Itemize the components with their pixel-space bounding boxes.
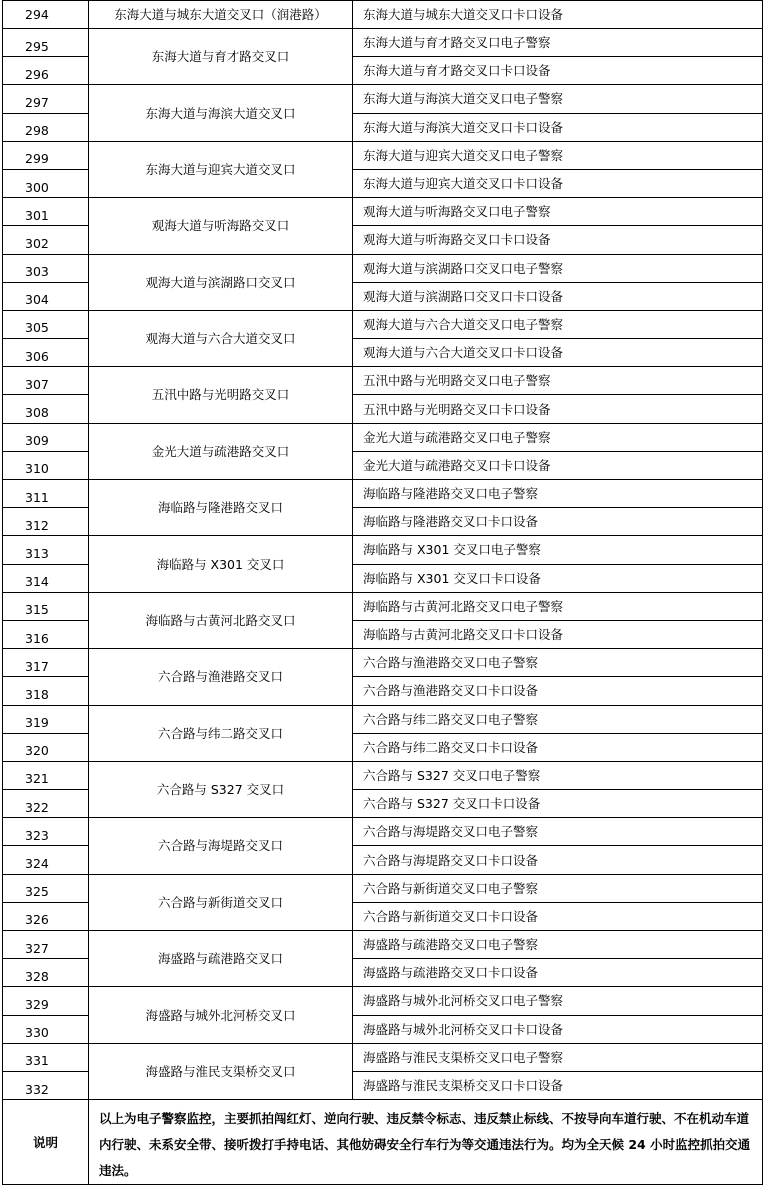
row-number: 308 (3, 395, 89, 423)
device-name: 六合路与新街道交叉口电子警察 (353, 874, 763, 902)
row-number: 314 (3, 564, 89, 592)
device-name: 观海大道与听海路交叉口电子警察 (353, 198, 763, 226)
device-name: 六合路与 S327 交叉口电子警察 (353, 761, 763, 789)
device-name: 观海大道与听海路交叉口卡口设备 (353, 226, 763, 254)
table-row (3, 310, 763, 338)
device-name: 东海大道与育才路交叉口卡口设备 (353, 57, 763, 85)
table-row (3, 649, 763, 677)
row-number: 294 (3, 1, 89, 29)
row-number: 330 (3, 1015, 89, 1043)
device-name: 六合路与新街道交叉口卡口设备 (353, 902, 763, 930)
device-name: 海临路与古黄河北路交叉口卡口设备 (353, 620, 763, 648)
device-name: 东海大道与城东大道交叉口卡口设备 (353, 1, 763, 29)
device-name: 海临路与 X301 交叉口卡口设备 (353, 564, 763, 592)
table-row (3, 85, 763, 113)
row-number: 312 (3, 508, 89, 536)
device-name: 金光大道与疏港路交叉口卡口设备 (353, 451, 763, 479)
table-row (3, 367, 763, 395)
device-name: 海盛路与疏港路交叉口卡口设备 (353, 959, 763, 987)
device-name: 金光大道与疏港路交叉口电子警察 (353, 423, 763, 451)
row-number: 302 (3, 226, 89, 254)
device-name: 六合路与渔港路交叉口卡口设备 (353, 677, 763, 705)
row-number: 315 (3, 592, 89, 620)
device-name: 六合路与渔港路交叉口电子警察 (353, 649, 763, 677)
intersection-name: 六合路与纬二路交叉口 (89, 705, 353, 761)
device-name: 东海大道与迎宾大道交叉口电子警察 (353, 141, 763, 169)
row-number: 320 (3, 733, 89, 761)
table-row (3, 818, 763, 846)
note-label: 说明 (3, 1100, 89, 1185)
table-row (3, 254, 763, 282)
device-name: 海临路与古黄河北路交叉口电子警察 (353, 592, 763, 620)
row-number: 298 (3, 113, 89, 141)
device-name: 海盛路与城外北河桥交叉口卡口设备 (353, 1015, 763, 1043)
device-name: 六合路与纬二路交叉口电子警察 (353, 705, 763, 733)
intersection-name: 观海大道与听海路交叉口 (89, 198, 353, 254)
intersection-name: 海盛路与淮民支渠桥交叉口 (89, 1043, 353, 1099)
row-number: 311 (3, 480, 89, 508)
table-body (3, 1, 763, 1185)
intersection-name: 观海大道与六合大道交叉口 (89, 310, 353, 366)
row-number: 319 (3, 705, 89, 733)
intersection-name: 海盛路与城外北河桥交叉口 (89, 987, 353, 1043)
table-row (3, 931, 763, 959)
intersection-name: 五汛中路与光明路交叉口 (89, 367, 353, 423)
table-row (3, 536, 763, 564)
device-name: 六合路与海堤路交叉口电子警察 (353, 818, 763, 846)
row-number: 328 (3, 959, 89, 987)
device-name: 海盛路与淮民支渠桥交叉口电子警察 (353, 1043, 763, 1071)
note-text: 以上为电子警察监控，主要抓拍闯红灯、逆向行驶、违反禁令标志、违反禁止标线、不按导向车道行驶、不在机动车道内行驶、未系安全带、接听拨打手持电话、其他妨碍安全行车行为等交通违法行为。均为全天候 24 小时监控抓拍交通违法。 (89, 1100, 763, 1185)
intersection-name: 海临路与隆港路交叉口 (89, 480, 353, 536)
row-number: 310 (3, 451, 89, 479)
table-row (3, 141, 763, 169)
row-number: 317 (3, 649, 89, 677)
row-number: 326 (3, 902, 89, 930)
device-name: 六合路与纬二路交叉口卡口设备 (353, 733, 763, 761)
device-name: 观海大道与六合大道交叉口电子警察 (353, 310, 763, 338)
row-number: 300 (3, 169, 89, 197)
row-number: 329 (3, 987, 89, 1015)
intersection-name: 东海大道与海滨大道交叉口 (89, 85, 353, 141)
device-name: 东海大道与海滨大道交叉口电子警察 (353, 85, 763, 113)
row-number: 316 (3, 620, 89, 648)
row-number: 299 (3, 141, 89, 169)
row-number: 324 (3, 846, 89, 874)
table-row (3, 29, 763, 57)
device-name: 东海大道与迎宾大道交叉口卡口设备 (353, 169, 763, 197)
row-number: 303 (3, 254, 89, 282)
row-number: 332 (3, 1071, 89, 1099)
device-name: 观海大道与滨湖路口交叉口卡口设备 (353, 282, 763, 310)
row-number: 318 (3, 677, 89, 705)
intersection-name: 海临路与 X301 交叉口 (89, 536, 353, 592)
intersection-name: 六合路与渔港路交叉口 (89, 649, 353, 705)
intersection-name: 东海大道与迎宾大道交叉口 (89, 141, 353, 197)
table-row (3, 705, 763, 733)
row-number: 295 (3, 29, 89, 57)
intersection-name: 金光大道与疏港路交叉口 (89, 423, 353, 479)
intersection-name: 六合路与海堤路交叉口 (89, 818, 353, 874)
intersection-name: 海盛路与疏港路交叉口 (89, 931, 353, 987)
device-name: 六合路与 S327 交叉口卡口设备 (353, 790, 763, 818)
note-row (3, 1100, 763, 1185)
table-row (3, 1, 763, 29)
device-name: 东海大道与海滨大道交叉口卡口设备 (353, 113, 763, 141)
table-row (3, 480, 763, 508)
table-row (3, 423, 763, 451)
row-number: 297 (3, 85, 89, 113)
table-row (3, 592, 763, 620)
row-number: 301 (3, 198, 89, 226)
row-number: 322 (3, 790, 89, 818)
intersection-name: 六合路与 S327 交叉口 (89, 761, 353, 817)
row-number: 307 (3, 367, 89, 395)
device-name: 五汛中路与光明路交叉口卡口设备 (353, 395, 763, 423)
row-number: 309 (3, 423, 89, 451)
device-name: 海盛路与城外北河桥交叉口电子警察 (353, 987, 763, 1015)
row-number: 325 (3, 874, 89, 902)
device-name: 海临路与隆港路交叉口电子警察 (353, 480, 763, 508)
row-number: 323 (3, 818, 89, 846)
row-number: 321 (3, 761, 89, 789)
device-name: 观海大道与六合大道交叉口卡口设备 (353, 339, 763, 367)
intersection-name: 六合路与新街道交叉口 (89, 874, 353, 930)
table-row (3, 761, 763, 789)
device-name: 五汛中路与光明路交叉口电子警察 (353, 367, 763, 395)
intersection-name: 海临路与古黄河北路交叉口 (89, 592, 353, 648)
device-name: 东海大道与育才路交叉口电子警察 (353, 29, 763, 57)
monitoring-table (2, 0, 763, 1185)
table-row (3, 1043, 763, 1071)
table-row (3, 198, 763, 226)
row-number: 304 (3, 282, 89, 310)
device-name: 观海大道与滨湖路口交叉口电子警察 (353, 254, 763, 282)
device-name: 海临路与 X301 交叉口电子警察 (353, 536, 763, 564)
row-number: 306 (3, 339, 89, 367)
device-name: 海盛路与疏港路交叉口电子警察 (353, 931, 763, 959)
row-number: 296 (3, 57, 89, 85)
row-number: 327 (3, 931, 89, 959)
intersection-name: 东海大道与城东大道交叉口（润港路） (89, 1, 353, 29)
intersection-name: 观海大道与滨湖路口交叉口 (89, 254, 353, 310)
row-number: 331 (3, 1043, 89, 1071)
table-row (3, 874, 763, 902)
device-name: 海盛路与淮民支渠桥交叉口卡口设备 (353, 1071, 763, 1099)
device-name: 六合路与海堤路交叉口卡口设备 (353, 846, 763, 874)
table-row (3, 987, 763, 1015)
device-name: 海临路与隆港路交叉口卡口设备 (353, 508, 763, 536)
row-number: 305 (3, 310, 89, 338)
intersection-name: 东海大道与育才路交叉口 (89, 29, 353, 85)
row-number: 313 (3, 536, 89, 564)
